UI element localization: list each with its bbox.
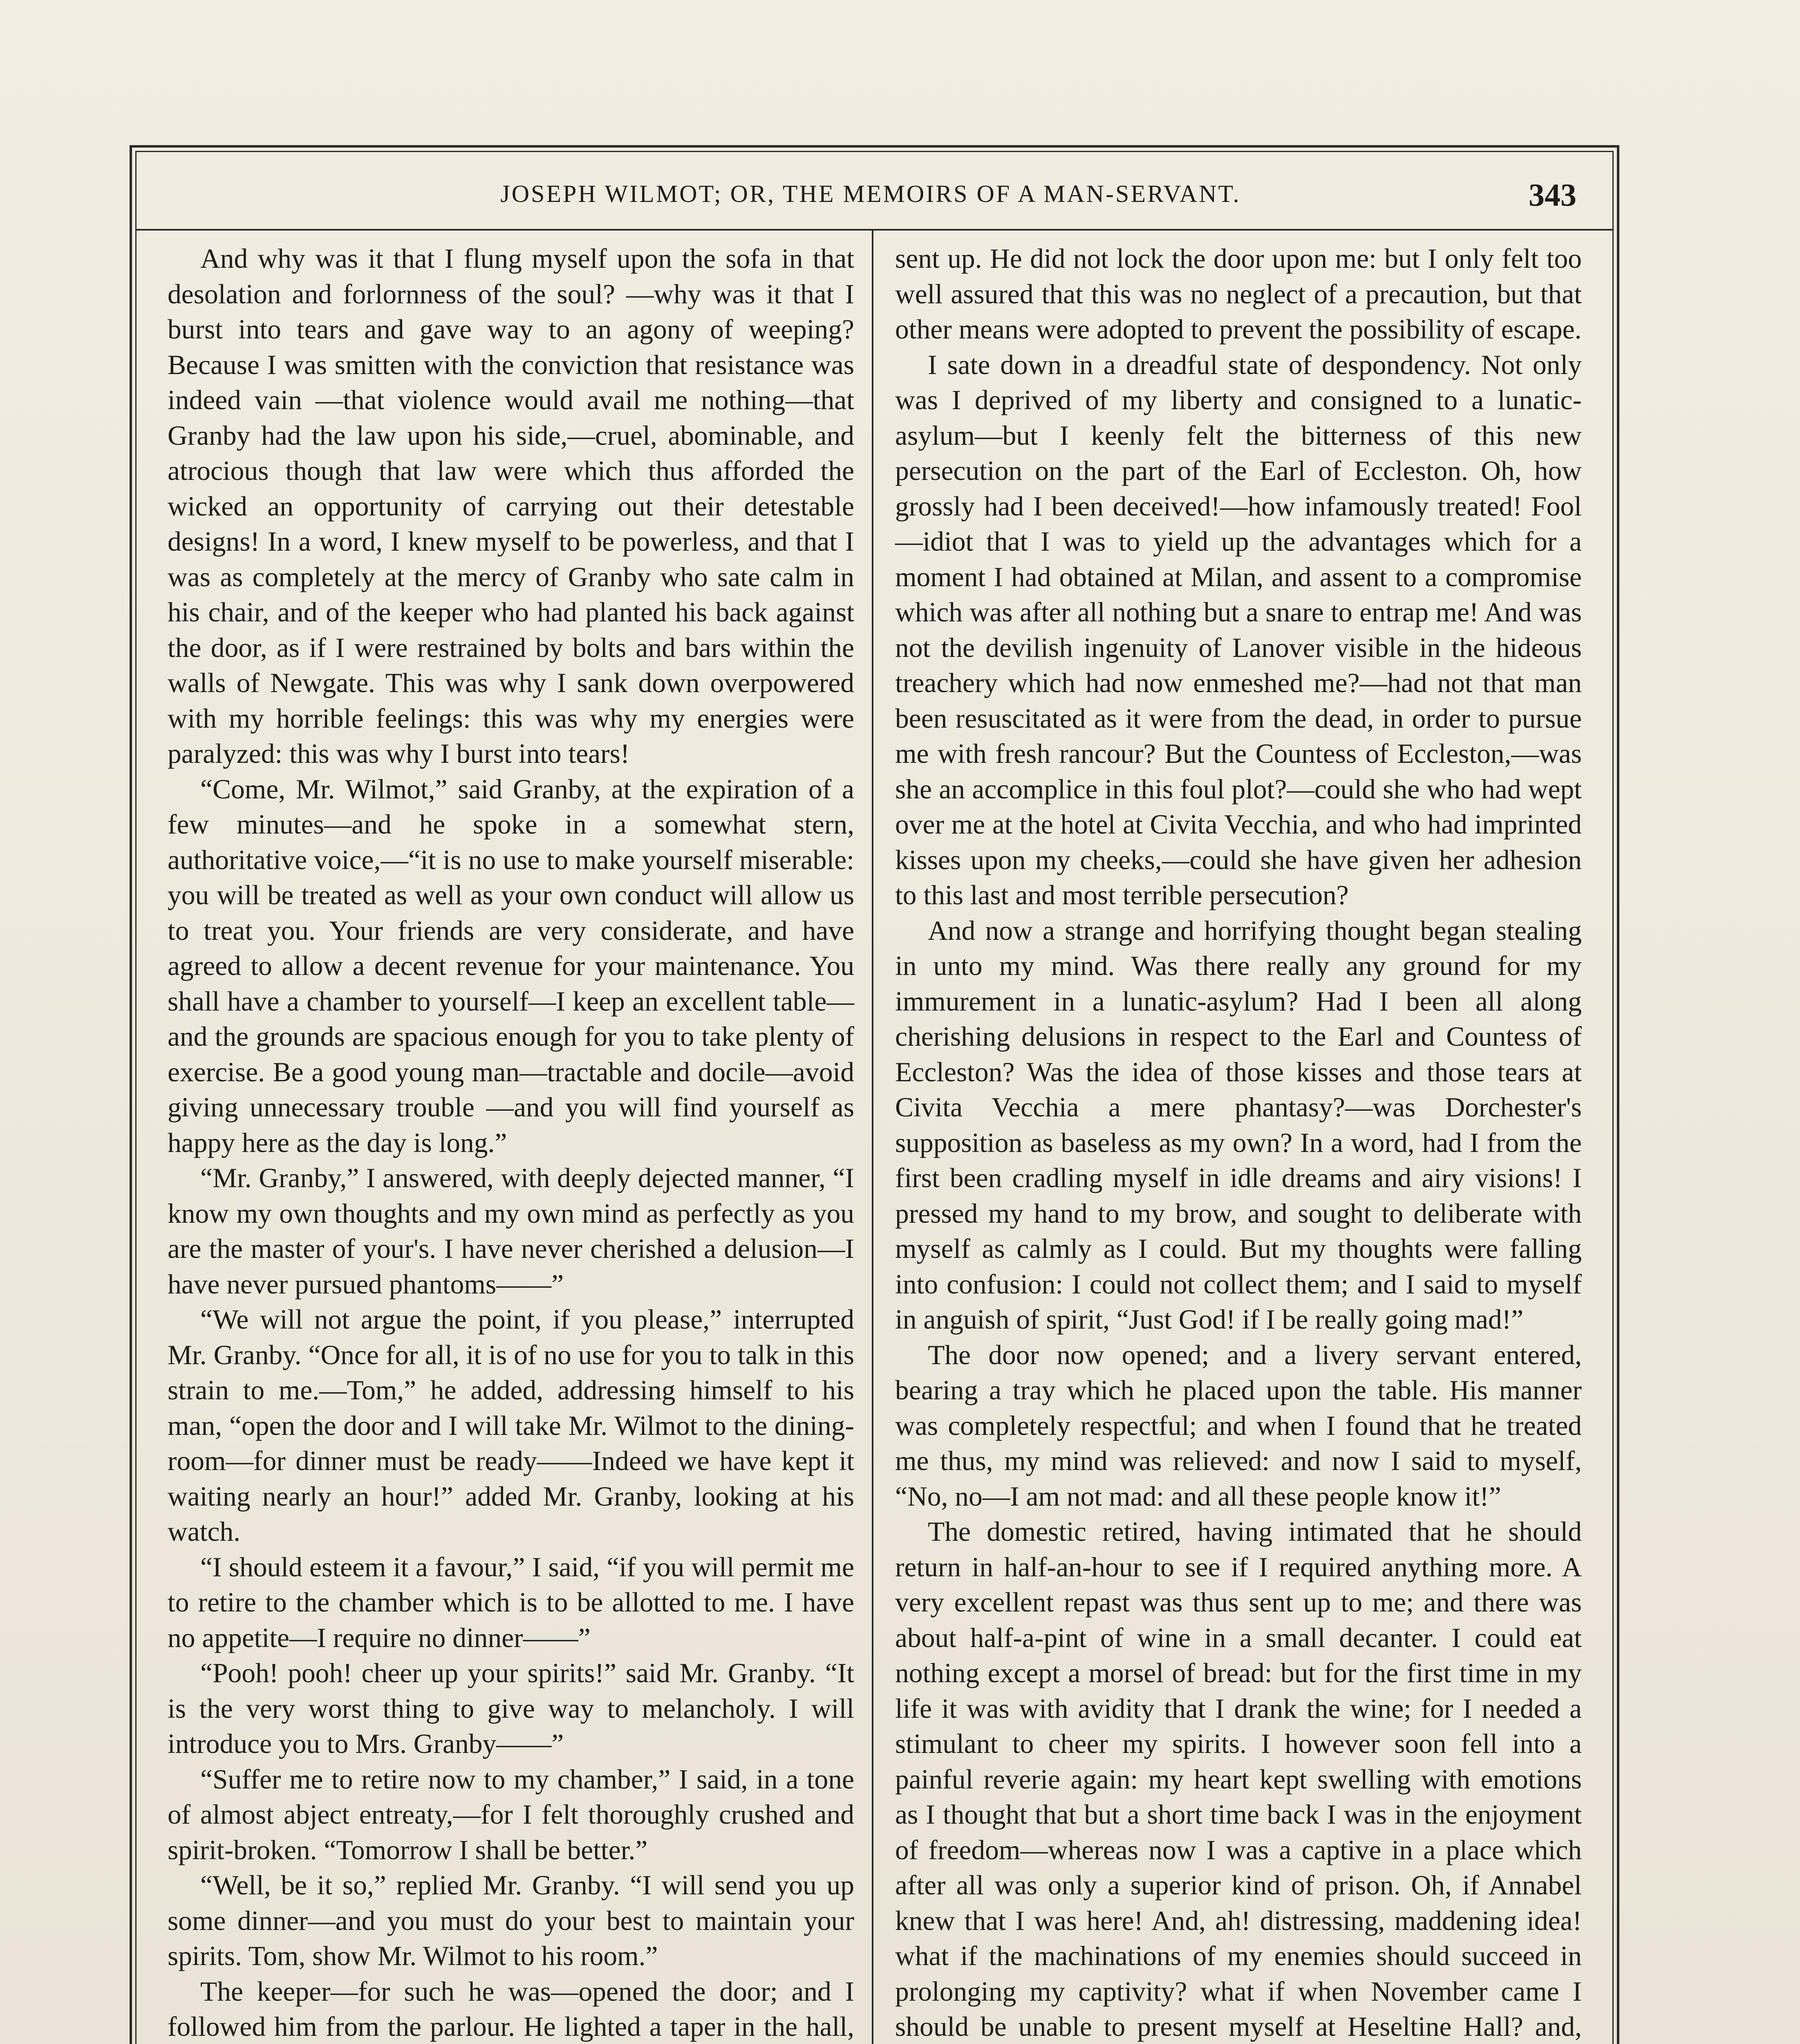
paragraph: “Well, be it so,” replied Mr. Granby. “I will send you up some dinner—and you must do your best to maintain your spirits. Tom, show Mr. Wilmot to his room.” bbox=[168, 1870, 854, 1971]
paragraph: The domestic retired, having intimated that he should return in half-an-hour to see if I required anything more. A very excellent repast was thus sent up to me; and there was about half-a-pint of wine in a small decanter. I could eat nothing except a morsel of bread: but for the first time in my life it was with avidity that I drank the wine; for I needed a stimulant to cheer my spirits. I however soon fell into a painful reverie again: my heart kept swelling with emotions as I thought that but a short time back I was in the enjoyment of freedom—whereas now I was a captive in a place which after all was only a superior kind of prison. Oh, if Annabel knew that I was here! And, ah! distressing, maddening idea! what if the machinations of my enemies should succeed in prolonging my captivity? what if when November came I should be unable to present myself at Heseltine Hall? and, bbox=[895, 1516, 1582, 2042]
column-divider bbox=[872, 231, 873, 2044]
paragraph: I sate down in a dreadful state of despondency. Not only was I deprived of my liberty and consigned to a lunatic-asylum—but I keenly felt the bitterness of this new persecution on the part of the Earl of Eccleston. Oh, how grossly had I been deceived!—how infamously treated! Fool—idiot that I was to yield up the advantages which for a moment I had obtained at Milan, and assent to a compromise which was after all nothing but a snare to entrap me! And was not the devilish ingenuity of Lanover visible in the hideous treachery which had now enmeshed me?—had not that man been resuscitated as it were from the dead, in order to pursue me with fresh rancour? But the Countess of Eccleston,—was she an accomplice in this foul plot?—could she who had wept over me at the hotel at Civita Vecchia, and who had imprinted kisses upon my cheeks,—could she have given her adhesion to this last and most terrible persecution? bbox=[895, 349, 1582, 910]
paragraph: “Mr. Granby,” I answered, with deeply dejected manner, “I know my own thoughts and my own mind as perfectly as you are the master of your's. I have never cherished a delusion—I have never pursued phantoms——” bbox=[168, 1163, 854, 1300]
running-head: JOSEPH WILMOT; OR, THE MEMOIRS OF A MAN-SERVANT. bbox=[500, 180, 1241, 207]
paragraph: And why was it that I flung myself upon the sofa in that desolation and forlornness of the soul? —why was it that I burst into tears and gave way to an agony of weeping? Because I was smitten with the conviction that resistance was indeed vain —that violence would avail me nothing—that Granby had the law upon his side,—cruel, abominable, and atrocious though that law were which thus afforded the wicked an opportunity of carrying out their detestable designs! In a word, I knew myself to be powerless, and that I was as completely at the mercy of Granby who sate calm in his chair, and of the keeper who had planted his back against the door, as if I were restrained by bolts and bars within the walls of Newgate. This was why I sank down overpowered with my horrible feelings: this was why my energies were paralyzed: this was why I burst into tears! bbox=[168, 243, 854, 769]
paragraph: “I should esteem it a favour,” I said, “if you will permit me to retire to the chamber which is to be allotted to me. I have no appetite—I require no dinner——” bbox=[168, 1551, 854, 1653]
paragraph: sent up. He did not lock the door upon me: but I only felt too well assured that this was no neglect of a precaution, but that other means were adopted to prevent the possibility of escape. bbox=[895, 243, 1582, 345]
page-number: 343 bbox=[1529, 177, 1576, 213]
paragraph: “Suffer me to retire now to my chamber,” I said, in a tone of almost abject entreaty,—for I felt thoroughly crushed and spirit-broken. “Tomorrow I shall be better.” bbox=[168, 1764, 854, 1865]
paragraph: “Come, Mr. Wilmot,” said Granby, at the expiration of a few minutes—and he spoke in a somewhat stern, authoritative voice,—“it is no use to make yourself miserable: you will be treated as well as your own conduct will allow us to treat you. Your friends are very considerate, and have agreed to allow a decent revenue for your maintenance. You shall have a chamber to yourself—I keep an excellent table—and the grounds are spacious enough for you to take plenty of exercise. Be a good young man—tractable and docile—avoid giving unnecessary trouble —and you will find yourself as happy here as the day is long.” bbox=[168, 773, 854, 1158]
right-column bbox=[895, 241, 1582, 2044]
paragraph: And now a strange and horrifying thought began stealing in unto my mind. Was there really any ground for my immurement in a lunatic-asylum? Had I been all along cherishing delusions in respect to the Earl and Countess of Eccleston? Was the idea of those kisses and those tears at Civita Vecchia a mere phantasy?—was Dorchester's supposition as baseless as my own? In a word, had I from the first been cradling myself in idle dreams and airy visions! I pressed my hand to my brow, and sought to deliberate with myself as calmly as I could. But my thoughts were falling into confusion: I could not collect them; and I said to myself in anguish of spirit, “Just God! if I be really going mad!” bbox=[895, 915, 1582, 1335]
left-column bbox=[168, 241, 854, 2044]
header-rule bbox=[135, 229, 1614, 231]
paragraph: The keeper—for such he was—opened the door; and I followed him from the parlour. He lighted a taper in the hall, bbox=[168, 1976, 854, 2042]
paragraph: “Pooh! pooh! cheer up your spirits!” said Mr. Granby. “It is the very worst thing to give way to melancholy. I will introduce you to Mrs. Granby——” bbox=[168, 1658, 854, 1759]
paragraph: The door now opened; and a livery servant entered, bearing a tray which he placed upon the table. His manner was completely respectful; and when I found that he treated me thus, my mind was relieved: and now I said to myself, “No, no—I am not mad: and all these people know it!” bbox=[895, 1339, 1582, 1512]
paragraph: “We will not argue the point, if you please,” interrupted Mr. Granby. “Once for all, it is of no use for you to talk in this strain to me.—Tom,” he added, addressing himself to his man, “open the door and I will take Mr. Wilmot to the dining-room—for dinner must be ready——Indeed we have kept it waiting nearly an hour!” added Mr. Granby, looking at his watch. bbox=[168, 1304, 854, 1547]
